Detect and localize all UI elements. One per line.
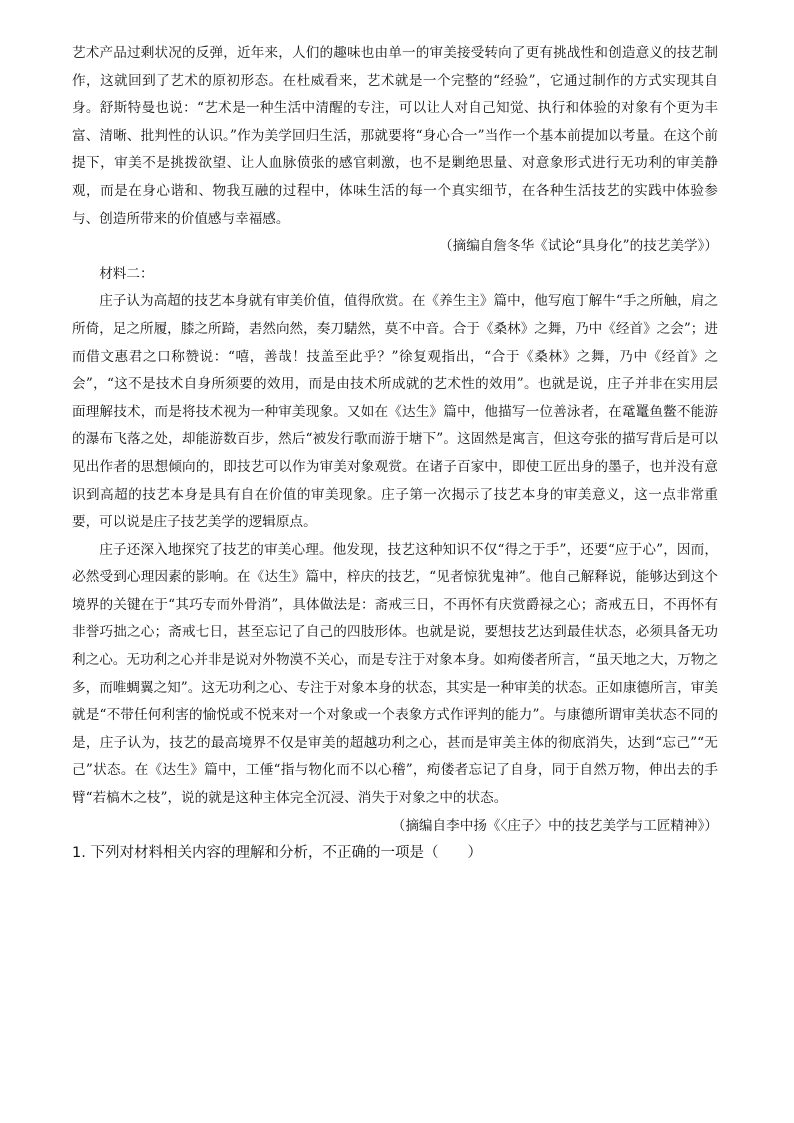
material-2-label: 材料二： <box>99 265 154 282</box>
source-citation-2: （摘编自李中扬《〈庄子〉中的技艺美学与工匠精神》） <box>391 817 718 834</box>
document-body <box>72 40 718 868</box>
source-citation-1: （摘编自詹冬华《试论“具身化”的技艺美学》） <box>439 238 718 255</box>
paragraph-2: 庄子认为高超的技艺本身就有审美价值，值得欣赏。在《养生主》篇中，他写庖丁解牛“手之所触，肩之所倚，足之所履，膝之所踦，砉然向然，奏刀騞然，莫不中音。合于《桑林》之舞，乃中《经首》之会”；进而借文惠君之口称赞说：“嘻，善哉！技盖至此乎？”徐复观指出，“合于《桑林》之舞，乃中《经首》之会”，“这不是技术自身所须要的效用，而是由技术所成就的艺术性的效用”。也就是说，庄子并非在实用层面理解技术，而是将技术视为一种审美现象。又如在《达生》篇中，他描写一位善泳者，在鼋鼍鱼鳖不能游的瀑布飞落之处，却能游数百步，然后“被发行歌而游于塘下”。这固然是寓言，但这夸张的描写背后是可以见出作者的思想倾向的，即技艺可以作为审美对象观赏。在诸子百家中，即使工匠出身的墨子，也并没有意识到高超的技艺本身是具有自在价值的审美现象。庄子第一次揭示了技艺本身的审美意义，这一点非常重要，可以说是庄子技艺美学的逻辑原点。 <box>72 293 718 531</box>
paragraph-3: 庄子还深入地探究了技艺的审美心理。他发现，技艺这种知识不仅“得之于手”，还要“应于心”，因而，必然受到心理因素的影响。在《达生》篇中，梓庆的技艺，“见者惊犹鬼神”。他自己解释说，能够达到这个境界的关键在于“其巧专而外骨消”，具体做法是：斋戒三日，不再怀有庆赏爵禄之心；斋戒五日，不再怀有非誉巧拙之心；斋戒七日，甚至忘记了自己的四肢形体。也就是说，要想技艺达到最佳状态，必须具备无功利之心。无功利之心并非是说对外物漠不关心，而是专注于对象本身。如痀偻者所言，“虽天地之大，万物之多，而唯蜩翼之知”。这无功利之心、专注于对象本身的状态，其实是一种审美的状态。正如康德所言，审美就是“不带任何利害的愉悦或不悦来对一个对象或一个表象方式作评判的能力”。与康德所谓审美状态不同的是，庄子认为，技艺的最高境界不仅是审美的超越功利之心，甚而是审美主体的彻底消失，达到“忘己”“无己”状态。在《达生》篇中，工倕“指与物化而不以心稽”，痀偻者忘记了自身，同于自然万物，伸出去的手臂“若槁木之枝”，说的就是这种主体完全沉浸、消失于对象之中的状态。 <box>72 541 718 807</box>
question-1: 1. 下列对材料相关内容的理解和分析，不正确的一项是（ ） <box>72 845 482 862</box>
paragraph-1: 艺术产品过剩状况的反弹，近年来，人们的趣味也由单一的审美接受转向了更有挑战性和创造意义的技艺制作，这就回到了艺术的原初形态。在杜威看来，艺术就是一个完整的“经验”，它通过制作的方式实现其自身。舒斯特曼也说：“艺术是一种生活中清醒的专注，可以让人对自己知觉、执行和体验的对象有个更为丰富、清晰、批判性的认识。”作为美学回归生活，那就要将“身心合一”当作一个基本前提加以考量。在这个前提下，审美不是挑拨欲望、让人血脉偾张的感官刺激，也不是剿绝思量、对意象形式进行无功利的审美静观，而是在身心谐和、物我互融的过程中，体味生活的每一个真实细节，在各种生活技艺的实践中体验参与、创造所带来的价值感与幸福感。 <box>72 45 718 227</box>
